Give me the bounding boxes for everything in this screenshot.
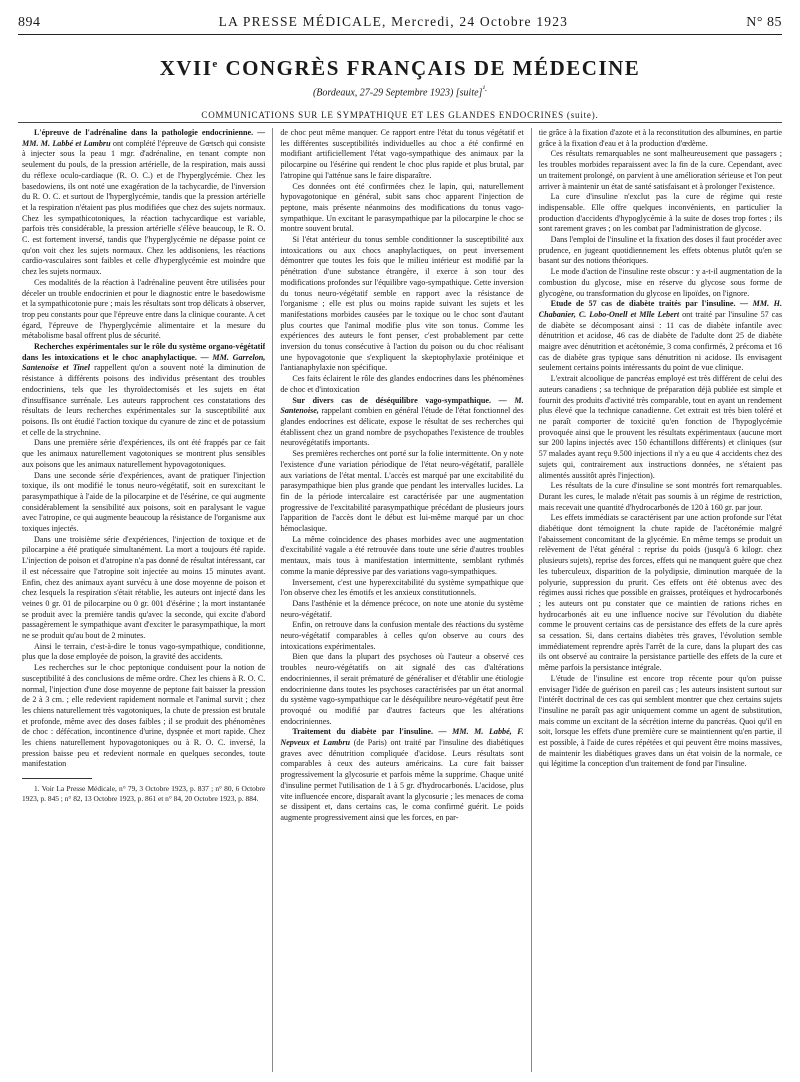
paragraph: Les résultats de la cure d'insuline se sont montrés fort remarquables. Durant les cures, le malade n'était pas soumis à un régime de restriction, mais recevait une quantité d'hydrocarbonés de 120 à 160 gr. par jour. (538, 481, 782, 512)
paragraph: Ces modalités de la réaction à l'adrénaline peuvent être utilisées pour déceler un trouble endocrinien et pour le diagnostic entre le basedowisme et la sympathicotonie pure ; mais les résultats sont trop délicats à observer, trop peu constants pour que l'épreuve entre dans la clinique courante. A cet égard, l'épreuve de l'hyperglycémie alimentaire et la mesure du métabolisme basal offrent plus de sécurité. (22, 277, 266, 341)
section-insuline-traitement (280, 727, 523, 823)
paragraph: Dans une troisième série d'expériences, l'injection de toxique et de pilocarpine a été pratiquée simultanément. La mort a toujours été rapide. L'injection de poison et d'atropine n'a pas donné de résultat intéressant, car il est nécessaire que l'atropine soit injectée au moins 15 minutes avant. Enfin, chez des animaux ayant survécu à une dose moyenne de poison et chez lesquels la respiration s'était rétablie, les auteurs ont injecté dans les veines 0 gr. 01 de pilocarpine ou 0 gr. 001 d'ésérine ; la mort instantanée se produit avec la première tandis qu'avec la seconde, qui excite d'abord passagèrement le sympathique avant d'exciter le parasympathique, la mort ne se produit qu'au bout de 2 minutes. (22, 534, 266, 641)
section-authors: — MM. H. Chabanier, C. Lobo-Onell et Mlle Lebert (538, 299, 782, 319)
column-1 (22, 128, 265, 1072)
congress-title-sup: e (212, 58, 219, 70)
paragraph: Ces données ont été confirmées chez le lapin, qui, naturellement hypovagotonique en général, subit sans choc apparent l'injection de peptone, mais présente néanmoins des modifications du tonus vago-sympathique. Un excitant le parasympathique par la pilocarpine le choc se montre souvent brutal. (280, 181, 524, 234)
footnote-rule (22, 778, 92, 779)
paragraph: rappelant combien en général l'étude de l'état fonctionnel des glandes endocrines est délicate, expose le résultat de ses recherches qui établissent chez un grand nombre de psychopathes l'existence de troubles neurovégétatifs importants. (280, 406, 524, 448)
paragraph: Dans une seconde série d'expériences, avant de pratiquer l'injection toxique, ils ont modifié le tonus neuro-végétatif, soit en surexcitant le parasympathique à l'aide de la pilocarpine et de l'ésérine, ce qui augmente considérablement la sensibilité aux poisons, soit en paralysant le vague avec l'atropine, ce qui augmente beaucoup la résistance de l'organisme aux toxiques injectés. (22, 470, 266, 534)
paragraph: La même coïncidence des phases morbides avec une augmentation d'excitabilité vagale a été retrouvée dans toute une série d'autres troubles mentaux, mais tous à manifestation intermittente, semblant rythmés comme la manie dépressive par des variations vago-sympathiques. (280, 534, 524, 576)
paragraph: Si l'état antérieur du tonus semble conditionner la susceptibilité aux intoxications ou aux chocs anaphylactiques, on peut inversement démontrer que toutes les fois que le milieu intérieur est modifié par la pénétration d'une substance étrangère, il exerce à son tour des modifications profondes sur l'équilibre vago-sympathique. Cette inversion du tonus neuro-végétatif semble en rapport avec la résistance de l'organisme ; elle est plus ou moins rapide suivant les sujets et les manifestations morbides causées par le toxique ou le choc sont d'autant plus courtes que l'animal modifie plus vite son tonus. Comme les expériences des auteurs le font penser, c'est probablement par cette inversion du tonus consécutive à l'action du poison ou du choc réalisant une hypovagotonie que s'expliquent la skeptophylaxie protéinique et l'antianaphylaxie non spécifique. (280, 235, 524, 373)
congress-title-rest: CONGRÈS FRANÇAIS DE MÉDECINE (218, 56, 641, 80)
congress-title (0, 56, 800, 81)
journal-title: LA PRESSE MÉDICALE, Mercredi, 24 Octobre 1923 (218, 14, 569, 29)
section-authors: — MM. M. Labbé et Lambru (22, 128, 266, 148)
paragraph: ont complété l'épreuve de Gœtsch qui consiste à injecter sous la peau 1 mgr. d'adrénaline, en tenant compte non seulement du pouls, de la pression artérielle, de la respiration, mais aussi du réflexe oculo-cardiaque (R. O. C.) et de l'hyperglycémie. Chez les basedowiens, ils ont noté une exagération de la tachycardie, de l'inversion du R. O. C. et surtout de l'hyperglycémie, tandis que la pression artérielle et la respiration n'étaient pas plus modifiées que chez des sujets normaux. Chez les sympathicotoniques, la réaction tachycardique est variable, parfois très considérable, la pression artérielle s'élève beaucoup, le R. O. C. est fortement inversé, tandis que l'hyperglycémie ne dépasse point ce qu'on voit chez les sujets normaux. Chez les addisoniens, les réactions cardio-vasculaires sont faibles et celle d'hyperglycémie est moindre que chez les sujets normaux. (22, 138, 266, 277)
paragraph: Ses premières recherches ont porté sur la folie intermittente. On y note l'existence d'une variation périodique de l'état neuro-végétatif, parallèle aux variations de l'état mental. L'accès est marqué par une excitabilité du parasympathique bien plus grande que pendant les intervalles lucides. La fin de la période intercalaire est caractérisée par une augmentation progressive de l'excitabilité parasympathique précédant de plusieurs jours l'apparition de l'accès dont le début est lui-même marqué par un choc hémoclasique. (280, 449, 524, 534)
paragraph: ont traité par l'insuline 57 cas de diabète se décomposant ainsi : 11 cas de diabète infantile avec dénutrition et acidose, 46 cas de diabète de l'adulte dont 25 de diabète maigre avec dénutrition et acétonémie, 3 coma confirmés, 2 précoma et 16 cas de diabète gras typique sans dénutrition ni acidose. Ils envisagent seulement certains points intéressants du point de vue clinique. (538, 309, 782, 373)
section-57-cas (539, 299, 782, 374)
footnote: 1. Voir La Presse Médicale, n° 79, 3 Octobre 1923, p. 837 ; n° 80, 6 Octobre 1923, p. 845 ; n° 82, 13 Octobre 1923, p. 861 et n° 84, 20 Octobre 1923, p. 884. (22, 784, 266, 803)
section-authors: — M. Santenoise, (280, 395, 524, 416)
paragraph: La cure d'insuline n'exclut pas la cure de régime qui reste indispensable. Elle offre quelques inconvénients, en particulier la production d'accidents d'hypoglycémie à la suite de doses trop fortes ; ils sont rarement graves ; on les combat par l'administration de glycose. (538, 192, 782, 234)
paragraph: L'étude de l'insuline est encore trop récente pour qu'on puisse envisager l'idée de guérison en pareil cas ; les auteurs insistent surtout sur l'intérêt doctrinal de ces cas qui semblent montrer que chez certains sujets l'insuline ne paraît pas agir uniquement comme un agent de substitution, mais comme un excitant de la sécrétion interne du pancréas. Quoi qu'il en soit, lorsque les effets d'une première cure se maintiennent qu'en partie, il est possible, à l'aide de cures répétées et qui peuvent être moins massives, de maintenir les diabétiques graves dans un état voisin de la normale, ce qui légitime la conception d'un traitement de fond par l'insuline. (538, 673, 782, 769)
paragraph: Inversement, c'est une hyperexcitabilité du système sympathique que l'on observe chez les émotifs et les anxieux constitutionnels. (280, 577, 524, 598)
section-adrenaline (22, 128, 265, 278)
paragraph: Dans une première série d'expériences, ils ont été frappés par ce fait que les animaux naturellement vagotoniques se montrent plus sensibles aux poisons que les animaux naturellement hypovagotoniques. (22, 438, 266, 469)
paragraph: L'extrait alcoolique de pancréas employé est très différent de celui des auteurs canadiens ; sa technique de préparation déjà publiée est simple et fournit des produits d'activité très comparable, tout en ayant un rendement plus élevé que la technique canadienne. Cet extrait est très bien toléré et ne paraît comporter de toxicité qu'en fonction de l'hypoglycémie provoquée ainsi que le prouvent les résultats expérimentaux (aucune mort sur 200 lapins injectés avec 150 échantillons différents) et cliniques (sur 57 malades ayant reçu 9.500 injections il n'y a eu que 4 accidents chez des sujets qui, contrairement aux instructions données, ne s'étaient pas alimentés aussitôt après l'injection). (538, 374, 782, 480)
section-heading: Traitement du diabète par l'insuline. (292, 727, 434, 737)
section-heading: Sur divers cas de déséquilibre vago-sympathique. (292, 395, 492, 405)
paragraph: tie grâce à la fixation d'azote et à la reconstitution des albumines, en partie grâce à la fixation d'eau et à la production d'œdème. (538, 128, 782, 148)
column-2 (280, 128, 523, 1072)
congress-subtitle-note: ¹. (482, 84, 488, 93)
communications-title: COMMUNICATIONS SUR LE SYMPATHIQUE ET LES GLANDES ENDOCRINES (suite). (201, 110, 599, 120)
paragraph: Ainsi le terrain, c'est-à-dire le tonus vago-sympathique, conditionne, plus que la dose employée de poison, la gravité des accidents. (22, 641, 266, 662)
section-authors: — MM. Garrelon, Santenoise et Tinel (22, 352, 266, 373)
paragraph: Ces résultats remarquables ne sont malheureusement que passagers ; les troubles morbides reparaissent avec la fin de la cure. Cependant, avec un traitement prolongé, on parvient à une amélioration sérieuse et l'on peut arriver à maintenir un état de santé satisfaisant et à prolonger l'existence. (538, 149, 782, 191)
running-head (18, 14, 782, 32)
section-heading: Recherches expérimentales sur le rôle du système organo-végétatif dans les intoxications et le choc anaphylactique. (22, 342, 266, 362)
section-heading: Etude de 57 cas de diabète traités par l'insuline. (550, 299, 736, 309)
section-desequilibre (280, 396, 523, 450)
congress-title-prefix: XVII (159, 56, 213, 80)
column-3 (539, 128, 782, 1072)
congress-subtitle (0, 84, 800, 98)
column-divider (531, 128, 532, 1072)
communications-rule (18, 122, 782, 123)
paragraph: Enfin, on retrouve dans la confusion mentale des réactions du système neuro-végétatif comparables à celles qu'on observe au cours des intoxications expérimentales. (280, 620, 524, 651)
article-columns (22, 128, 782, 1072)
congress-subtitle-text: (Bordeaux, 27-29 Septembre 1923) [suite] (312, 87, 483, 99)
section-heading: L'épreuve de l'adrénaline dans la pathologie endocrinienne. (34, 128, 254, 137)
paragraph: de choc peut même manquer. Ce rapport entre l'état du tonus végétatif et les différentes susceptibilités individuelles au choc a été confirmé en modifiant artificiellement l'état vago-sympathique des animaux par la pilocarpine ou l'ésérine qui rendent le choc plus rapide et plus brutal, par l'atropine qui l'atténue sans le faire disparaître. (280, 128, 524, 180)
paragraph: Le mode d'action de l'insuline reste obscur : y a-t-il augmentation de la combustion du glycose, mise en réserve du glycose sous forme de glycogène, ou transformation du glycose en lipoïdes, on l'ignore. (538, 267, 782, 298)
paragraph: Les recherches sur le choc peptonique conduisent pour la notion de susceptibilité à des conclusions de même ordre. Chez les chiens à R. O. C. normal, l'injection d'une dose moyenne de peptone fait baisser la pression de 2 à 3 cm. ; elle redevient rapidement normale et l'animal survit ; chez les chiens naturellement très vagotoniques, la chute de pression est brutale et profonde, même avec des doses faibles ; il se produit des phénomènes de choc : défécation, incontinence d'urine, dyspnée et mort rapide. Chez les chiens naturellement hypovagotoniques ou à R. O. C. inversé, la pression baisse peu et redevient normale en quelques secondes, toute manifestation (22, 663, 266, 769)
paragraph: Les effets immédiats se caractérisent par une action profonde sur l'état diabétique dont témoignent la chute rapide de l'acétonémie malgré l'abaissement concomitant de la glycémie. En même temps se produit un relèvement de l'état général : reprise du poids (jusqu'à 6 kilogr. chez plusieurs sujets), reprise des forces, effets qui ne manquent guère que chez les tuberculeux, disparition de la polydipsie, diminution marquée de la polyurie, suppression du prurit. Ces effets ont été obtenus avec des régimes aussi riches que possible en graisses, protéiques et hydrocarbonés ; les auteurs ont pu constater que ce maintien de rations riches en hydrocarbonés ait eu une influence nocive sur l'évolution du diabète comme le prouvent certains cas de persistance des effets de la cure après sa cessation. Si, dans certains diabètes très graves, l'évolution semble immédiatement reprendre après l'arrêt de la cure, dans la plupart des cas ils ont observé au contraire la persistance partielle des effets de la cure et même parfois la persistance intégrale. (538, 513, 782, 673)
issue-number: N° 85 (746, 15, 782, 30)
section-authors: — MM. M. Labbé, F. Nepveux et Lambru (280, 727, 524, 748)
header-rule (18, 34, 782, 35)
column-divider (272, 128, 273, 1072)
paragraph: rappellent qu'on a souvent noté la diminution de résistance à différents poisons des individus présentant des troubles endocriniens, tels que les thyroïdectomisés et les sujets en état d'insuffisance surrénale. Les auteurs rapprochent ces constatations des résultats de leurs recherches expérimentales sur la susceptibilité aux poisons. Ils ont étudié l'action toxique du cyanure de zinc et de potassium et celle de la strychnine. (22, 363, 266, 437)
paragraph: Ces faits éclairent le rôle des glandes endocrines dans les phénomènes de choc et d'intoxication (280, 374, 524, 394)
page-number: 894 (18, 15, 41, 30)
section-intoxications (22, 342, 265, 438)
paragraph: Dans l'asthénie et la démence précoce, on note une atonie du système neuro-végétatif. (280, 598, 524, 619)
paragraph: (de Paris) ont traité par l'insuline des diabétiques graves avec dénutrition compliquée d'acidose. Leurs résultats sont comparables à ceux des auteurs américains. La cure fait baisser progressivement la glycosurie et parfois même la supprime. Chaque unité d'insuline permet l'utilisation de 1 à 5 gr. d'hydrocarbonés. L'acidose, plus vite influencée encore, disparaît avant la glycosurie ; les menaces de coma se dissipent et, dans certains cas, le coma confirmé guérit. Le poids augmente progressivement ainsi que les forces, en par- (280, 738, 524, 822)
paragraph: Dans l'emploi de l'insuline et la fixation des doses il faut procéder avec prudence, en jugeant quotidiennement les effets obtenus plutôt qu'en se basant sur des notions théoriques. (538, 235, 782, 266)
paragraph: Bien que dans la plupart des psychoses où l'auteur a observé ces troubles neuro-végétatifs on ait signalé des cas d'altérations endocriniennes, il serait prématuré de généraliser et d'établir une étiologie endocrinienne dans toutes les psychoses caractérisées par un état anormal du système vago-sympathique car le déséquilibre neuro-végétatif peut être provoqué ou modifié par d'autres facteurs que les altérations endocriniennes. (280, 652, 524, 726)
